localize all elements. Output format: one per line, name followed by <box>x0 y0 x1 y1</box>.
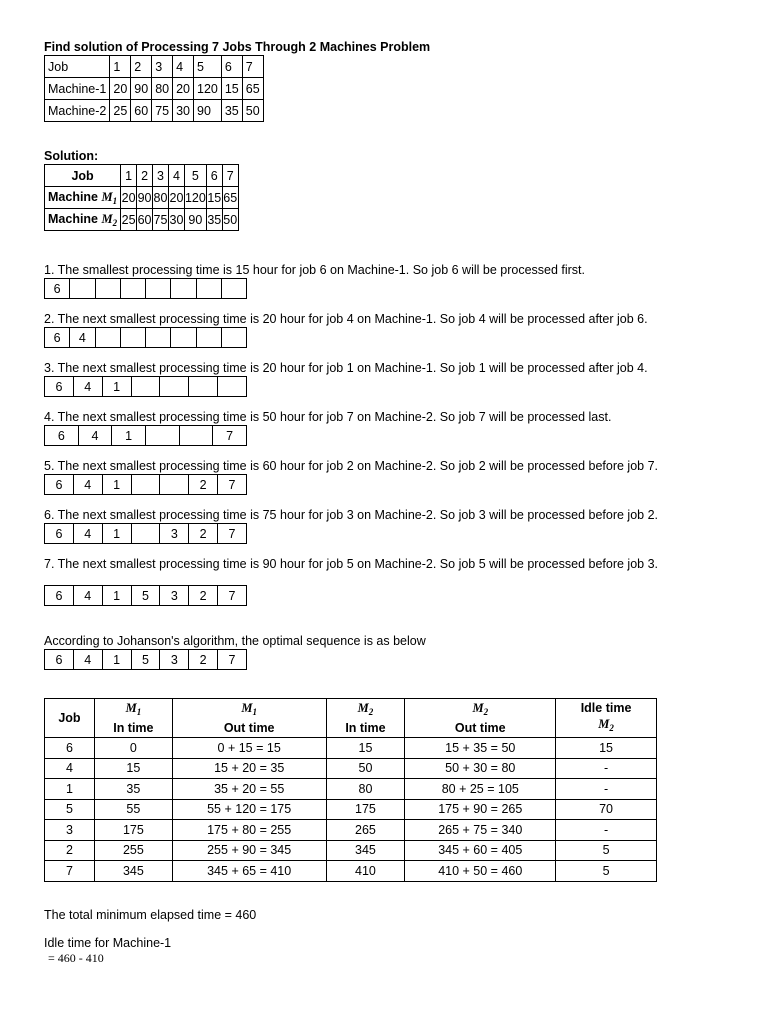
problem-cell: 15 <box>221 78 242 100</box>
solution-label: Solution: <box>44 149 99 163</box>
sequence-cell: 4 <box>78 426 112 446</box>
sequence-cell <box>70 279 95 299</box>
schedule-row <box>45 779 657 800</box>
sequence-cell <box>160 475 189 495</box>
schedule-cell: 50 <box>326 758 405 779</box>
sequence-cell: 4 <box>73 586 102 606</box>
schedule-row <box>45 799 657 820</box>
schedule-cell: 410 <box>326 861 405 882</box>
schedule-cell: 175 <box>326 799 405 820</box>
solution-cell: 15 <box>206 187 222 209</box>
solution-cell: 25 <box>121 209 137 231</box>
sequence-cell: 4 <box>73 524 102 544</box>
sequence-box <box>44 474 247 495</box>
sequence-row <box>45 524 247 544</box>
schedule-cell: 265 + 75 = 340 <box>405 820 556 841</box>
schedule-cell: 345 + 60 = 405 <box>405 840 556 861</box>
problem-cell: 3 <box>152 56 173 78</box>
schedule-cell: 70 <box>556 799 657 820</box>
sequence-cell <box>146 328 171 348</box>
solution-cell: 35 <box>206 209 222 231</box>
solution-header-cell: 3 <box>153 165 169 187</box>
solution-cell: 90 <box>184 209 206 231</box>
sequence-box <box>44 376 247 397</box>
schedule-cell: 345 <box>326 840 405 861</box>
schedule-row <box>45 820 657 841</box>
solution-cell: 60 <box>137 209 153 231</box>
solution-header-cell: 5 <box>184 165 206 187</box>
sequence-cell <box>189 377 218 397</box>
schedule-header-row <box>45 699 657 738</box>
schedule-cell: - <box>556 779 657 800</box>
solution-header-cell: 6 <box>206 165 222 187</box>
sequence-cell <box>146 279 171 299</box>
schedule-cell: 15 <box>556 738 657 759</box>
problem-row-label: Machine-1 <box>45 78 110 100</box>
sequence-cell: 7 <box>218 586 247 606</box>
schedule-cell: 3 <box>45 820 95 841</box>
sequence-cell <box>131 475 160 495</box>
sequence-cell: 1 <box>102 586 131 606</box>
step-text: 6. The next smallest processing time is 75 hour for job 3 on Machine-2. So job 3 will be processed before job 2. <box>44 508 658 522</box>
header-m1-in: $M_1$ In time <box>94 699 172 738</box>
schedule-cell: 50 + 30 = 80 <box>405 758 556 779</box>
problem-cell: 30 <box>173 100 194 122</box>
sequence-cell <box>196 328 221 348</box>
problem-row <box>45 78 264 100</box>
sequence-cell <box>145 426 179 446</box>
schedule-cell: 0 + 15 = 15 <box>172 738 326 759</box>
final-sequence-cell: 3 <box>160 650 189 670</box>
sequence-cell: 1 <box>102 377 131 397</box>
schedule-cell: 175 + 80 = 255 <box>172 820 326 841</box>
sequence-cell <box>179 426 213 446</box>
header-m2-in: $M_2$ In time <box>326 699 405 738</box>
sequence-cell: 6 <box>45 586 74 606</box>
problem-cell: 2 <box>131 56 152 78</box>
sequence-cell: 6 <box>45 475 74 495</box>
sequence-cell <box>160 377 189 397</box>
sequence-cell: 3 <box>160 524 189 544</box>
sequence-row <box>45 586 247 606</box>
schedule-cell: - <box>556 758 657 779</box>
sequence-box <box>44 585 247 606</box>
schedule-row <box>45 861 657 882</box>
final-sequence-cell: 7 <box>218 650 247 670</box>
schedule-cell: 35 + 20 = 55 <box>172 779 326 800</box>
schedule-cell: 6 <box>45 738 95 759</box>
final-sequence-cell: 1 <box>102 650 131 670</box>
problem-cell: 6 <box>221 56 242 78</box>
sequence-cell <box>120 279 145 299</box>
header-m2-out: $M_2$ Out time <box>405 699 556 738</box>
sequence-cell: 2 <box>189 524 218 544</box>
sequence-cell <box>171 279 196 299</box>
final-sequence-cell: 4 <box>73 650 102 670</box>
sequence-cell <box>196 279 221 299</box>
sequence-cell <box>218 377 247 397</box>
header-m1-out: $M_1$ Out time <box>172 699 326 738</box>
sequence-cell: 4 <box>70 328 95 348</box>
sequence-box <box>44 278 247 299</box>
step-text: 1. The smallest processing time is 15 hour for job 6 on Machine-1. So job 6 will be processed first. <box>44 263 586 277</box>
step-text: 3. The next smallest processing time is 20 hour for job 1 on Machine-1. So job 1 will be processed after job 4. <box>44 361 648 375</box>
sequence-cell: 1 <box>102 524 131 544</box>
solution-header-cell: 7 <box>222 165 238 187</box>
sequence-cell: 4 <box>73 377 102 397</box>
problem-row <box>45 100 264 122</box>
header-job: Job <box>45 699 95 738</box>
header-idle-m2: Idle time $M_2$ <box>556 699 657 738</box>
problem-cell: 90 <box>131 78 152 100</box>
problem-cell: 1 <box>110 56 131 78</box>
sequence-cell: 6 <box>45 279 70 299</box>
sequence-cell: 2 <box>189 475 218 495</box>
idle-m1-label: Idle time for Machine-1 <box>44 936 172 950</box>
solution-table <box>44 164 239 231</box>
schedule-cell: 15 + 20 = 35 <box>172 758 326 779</box>
final-sequence-cell: 5 <box>131 650 160 670</box>
schedule-cell: 55 <box>94 799 172 820</box>
schedule-cell: 5 <box>45 799 95 820</box>
step-text: 2. The next smallest processing time is 20 hour for job 4 on Machine-1. So job 4 will be processed after job 6. <box>44 312 648 326</box>
sequence-row <box>45 328 247 348</box>
schedule-cell: 15 <box>326 738 405 759</box>
problem-cell: 20 <box>173 78 194 100</box>
problem-cell: 60 <box>131 100 152 122</box>
machine-m2-label: Machine $M_2$ <box>45 209 121 231</box>
problem-cell: 75 <box>152 100 173 122</box>
sequence-row <box>45 377 247 397</box>
schedule-cell: 5 <box>556 861 657 882</box>
schedule-cell: 255 + 90 = 345 <box>172 840 326 861</box>
total-elapsed-time: The total minimum elapsed time = 460 <box>44 908 257 922</box>
schedule-cell: 265 <box>326 820 405 841</box>
step-text: 4. The next smallest processing time is 50 hour for job 7 on Machine-2. So job 7 will be processed last. <box>44 410 612 424</box>
schedule-row <box>45 758 657 779</box>
sequence-cell: 7 <box>218 475 247 495</box>
problem-cell: 65 <box>242 78 263 100</box>
schedule-cell: 0 <box>94 738 172 759</box>
problem-cell: 50 <box>242 100 263 122</box>
problem-cell: 25 <box>110 100 131 122</box>
sequence-cell <box>131 377 160 397</box>
sequence-cell <box>131 524 160 544</box>
problem-cell: 120 <box>194 78 222 100</box>
problem-cell: 35 <box>221 100 242 122</box>
solution-header-cell: 2 <box>137 165 153 187</box>
sequence-cell: 6 <box>45 426 79 446</box>
solution-cell: 75 <box>153 209 169 231</box>
schedule-table <box>44 698 657 882</box>
sequence-cell: 6 <box>45 377 74 397</box>
schedule-cell: 1 <box>45 779 95 800</box>
schedule-cell: 175 <box>94 820 172 841</box>
step-text: 7. The next smallest processing time is 90 hour for job 5 on Machine-2. So job 5 will be processed before job 3. <box>44 557 658 571</box>
sequence-cell: 7 <box>213 426 247 446</box>
schedule-cell: 345 + 65 = 410 <box>172 861 326 882</box>
schedule-cell: 35 <box>94 779 172 800</box>
problem-cell: 80 <box>152 78 173 100</box>
solution-cell: 50 <box>222 209 238 231</box>
sequence-cell: 6 <box>45 524 74 544</box>
sequence-cell <box>95 328 120 348</box>
schedule-cell: 5 <box>556 840 657 861</box>
page-title: Find solution of Processing 7 Jobs Through 2 Machines Problem <box>44 40 431 54</box>
problem-cell: 7 <box>242 56 263 78</box>
schedule-cell: 410 + 50 = 460 <box>405 861 556 882</box>
schedule-cell: 80 <box>326 779 405 800</box>
schedule-cell: 55 + 120 = 175 <box>172 799 326 820</box>
solution-cell: 90 <box>137 187 153 209</box>
final-sequence-label: According to Johanson's algorithm, the optimal sequence is as below <box>44 634 426 648</box>
solution-header-cell: 1 <box>121 165 137 187</box>
schedule-cell: 4 <box>45 758 95 779</box>
sequence-cell: 2 <box>189 586 218 606</box>
problem-cell: 90 <box>194 100 222 122</box>
sequence-cell: 3 <box>160 586 189 606</box>
problem-row-label: Job <box>45 56 110 78</box>
sequence-cell <box>171 328 196 348</box>
solution-header-job: Job <box>45 165 121 187</box>
schedule-cell: 15 <box>94 758 172 779</box>
final-sequence-cell: 6 <box>45 650 74 670</box>
problem-row <box>45 56 264 78</box>
sequence-box <box>44 425 247 446</box>
idle-m1-expression: = 460 - 410 <box>48 951 104 965</box>
sequence-row <box>45 279 247 299</box>
solution-cell: 120 <box>184 187 206 209</box>
solution-cell: 65 <box>222 187 238 209</box>
sequence-cell: 5 <box>131 586 160 606</box>
schedule-cell: 175 + 90 = 265 <box>405 799 556 820</box>
schedule-cell: 80 + 25 = 105 <box>405 779 556 800</box>
solution-cell: 20 <box>168 187 184 209</box>
final-sequence-cell: 2 <box>189 650 218 670</box>
problem-cell: 4 <box>173 56 194 78</box>
sequence-cell: 4 <box>73 475 102 495</box>
problem-cell: 5 <box>194 56 222 78</box>
sequence-cell <box>120 328 145 348</box>
problem-cell: 20 <box>110 78 131 100</box>
solution-cell: 20 <box>121 187 137 209</box>
schedule-cell: 2 <box>45 840 95 861</box>
schedule-cell: 15 + 35 = 50 <box>405 738 556 759</box>
sequence-cell <box>221 279 246 299</box>
step-text: 5. The next smallest processing time is 60 hour for job 2 on Machine-2. So job 2 will be processed before job 7. <box>44 459 658 473</box>
sequence-cell: 1 <box>112 426 146 446</box>
solution-m1-row <box>45 187 239 209</box>
schedule-cell: 7 <box>45 861 95 882</box>
sequence-cell: 6 <box>45 328 70 348</box>
solution-header-cell: 4 <box>168 165 184 187</box>
solution-m2-row <box>45 209 239 231</box>
problem-row-label: Machine-2 <box>45 100 110 122</box>
final-sequence-box <box>44 649 247 670</box>
sequence-cell: 7 <box>218 524 247 544</box>
solution-cell: 30 <box>168 209 184 231</box>
problem-table <box>44 55 264 122</box>
sequence-row <box>45 426 247 446</box>
schedule-row <box>45 738 657 759</box>
sequence-cell <box>95 279 120 299</box>
sequence-row <box>45 475 247 495</box>
schedule-cell: 255 <box>94 840 172 861</box>
sequence-cell: 1 <box>102 475 131 495</box>
solution-header-row <box>45 165 239 187</box>
sequence-box <box>44 523 247 544</box>
schedule-row <box>45 840 657 861</box>
schedule-cell: 345 <box>94 861 172 882</box>
solution-cell: 80 <box>153 187 169 209</box>
schedule-cell: - <box>556 820 657 841</box>
machine-m1-label: Machine $M_1$ <box>45 187 121 209</box>
sequence-cell <box>221 328 246 348</box>
sequence-box <box>44 327 247 348</box>
